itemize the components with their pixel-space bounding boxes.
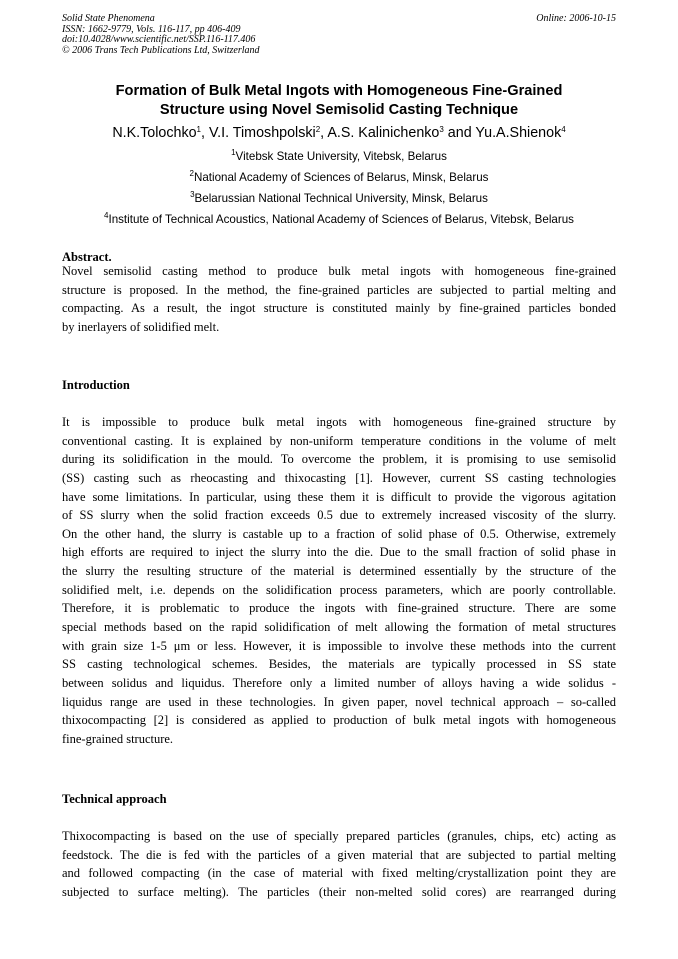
text-line: Therefore, it is problematic to produce the ingots with fine-grained structure. There are some [62, 601, 616, 616]
affiliation-text: Belarussian National Technical University, Minsk, Belarus [194, 192, 488, 205]
introduction-body [62, 413, 616, 749]
title-line: Structure using Novel Semisolid Casting Technique [159, 102, 519, 118]
journal-name: Solid State Phenomena [62, 13, 155, 24]
affiliation [62, 192, 616, 206]
text-line: of SS slurry when the solid fraction exceeds 0.5 due to extremely increased viscosity of the slurry. [62, 508, 616, 523]
affiliation-superscript: 4 [104, 211, 109, 220]
text-line: fine-grained structure. [62, 731, 174, 746]
author-name: A.S. Kalinichenko [327, 125, 440, 141]
affiliation-superscript: 1 [231, 148, 236, 157]
text-line: liquidus range are used in these technologies. In given paper, novel technical approach – so-called [62, 694, 616, 709]
text-line: and followed compacting (in the case of material with fixed melting/crystallization point they are [62, 866, 616, 881]
text-line: thixocompacting [2] is considered as applied to production of bulk metal ingots with homogeneous [62, 713, 616, 728]
paper-title [62, 82, 616, 120]
title-line: Formation of Bulk Metal Ingots with Homogeneous Fine-Grained [115, 83, 563, 99]
affiliation [62, 150, 616, 164]
affiliation [62, 213, 616, 227]
text-line: SS casting technological schemes. Besides, the materials are typically processed in SS state [62, 657, 616, 672]
text-line: subjected to surface melting). The particles (their non-melted solid cores) are rearranged during [62, 884, 616, 899]
text-line: high efforts are required to inject the slurry into the die. Due to the small fraction of solid phase in [62, 545, 616, 560]
author-superscript: 2 [315, 125, 321, 134]
text-line: solidified melt, i.e. depends on the solidification process parameters, which are poorly controllable. [62, 582, 616, 597]
text-line: have some limitations. In particular, using these them it is difficult to provide the vigorous agitation [62, 489, 616, 504]
text-line: during its solidification in the mould. To overcome the problem, it is promising to use semisolid [62, 452, 616, 467]
text-line: special methods based on the rapid solidification of melt allowing the formation of metal structures [62, 620, 616, 635]
author-separator: and [443, 125, 476, 141]
author-separator: , [201, 125, 209, 141]
text-line: feedstock. The die is fed with the particles of a given material that are subjected to partial melting [62, 847, 616, 862]
affiliation [62, 171, 616, 185]
technical-approach-body [62, 827, 616, 902]
doi-line[interactable]: doi:10.4028/www.scientific.net/SSP.116-117.406 [62, 34, 256, 45]
text-line: between solidus and liquidus. Therefore only a limited number of alloys having a wide solidus - [62, 675, 616, 690]
text-line: (SS) casting such as rheocasting and thixocasting [1]. However, current SS casting technologies [62, 470, 616, 485]
journal-header [62, 14, 260, 56]
issn-line: ISSN: 1662-9779, Vols. 116-117, pp 406-409 [62, 23, 241, 35]
text-line: Thixocompacting is based on the use of specially prepared particles (granules, chips, etc) acting as [62, 829, 616, 843]
text-line: Novel semisolid casting method to produce bulk metal ingots with homogeneous fine-grained [62, 264, 616, 278]
author-superscript: 1 [196, 125, 201, 134]
author-name: N.K.Tolochko [112, 125, 197, 141]
author-superscript: 3 [439, 125, 444, 134]
text-line: the slurry the resulting structure of the material is determined essentially by the structure of the [62, 564, 616, 579]
author-name: V.I. Timoshpolski [208, 125, 316, 141]
introduction-heading: Introduction [62, 378, 130, 392]
affiliation-text: National Academy of Sciences of Belarus, Minsk, Belarus [193, 171, 489, 184]
text-line: by inerlayers of solidified melt. [62, 319, 220, 334]
text-line: with grain size 1-5 μm or less. However, it is impossible to involve these methods into the current [62, 638, 616, 653]
author-separator: , [320, 125, 328, 141]
copyright-line: © 2006 Trans Tech Publications Ltd, Switzerland [62, 44, 260, 56]
affiliation-superscript: 3 [190, 190, 195, 199]
text-line: On the other hand, the slurry is castable up to a fraction of solid phase of 0.5. Otherwise, extremely [62, 526, 616, 541]
technical-approach-heading: Technical approach [62, 792, 167, 806]
text-line: It is impossible to produce bulk metal ingots with homogeneous fine-grained structure by [62, 415, 616, 429]
text-line: structure is proposed. In the method, the fine-grained particles are subjected to partial melting and [62, 282, 616, 297]
affiliation-text: Vitebsk State University, Vitebsk, Belarus [235, 150, 447, 163]
abstract-body [62, 262, 616, 337]
author-name: Yu.A.Shienok [475, 125, 562, 141]
author-list [62, 124, 616, 142]
text-line: compacting. As a result, the ingot structure is constituted mainly by fine-grained particles bonded [62, 301, 616, 316]
abstract-heading: Abstract. [62, 250, 112, 264]
affiliation-text: Institute of Technical Acoustics, National Academy of Sciences of Belarus, Vitebsk, Belarus [108, 213, 574, 226]
author-superscript: 4 [561, 125, 566, 134]
text-line: conventional casting. It is explained by non-uniform temperature conditions in the volume of melt [62, 433, 616, 448]
online-date: Online: 2006-10-15 [536, 13, 616, 24]
affiliation-superscript: 2 [189, 169, 194, 178]
